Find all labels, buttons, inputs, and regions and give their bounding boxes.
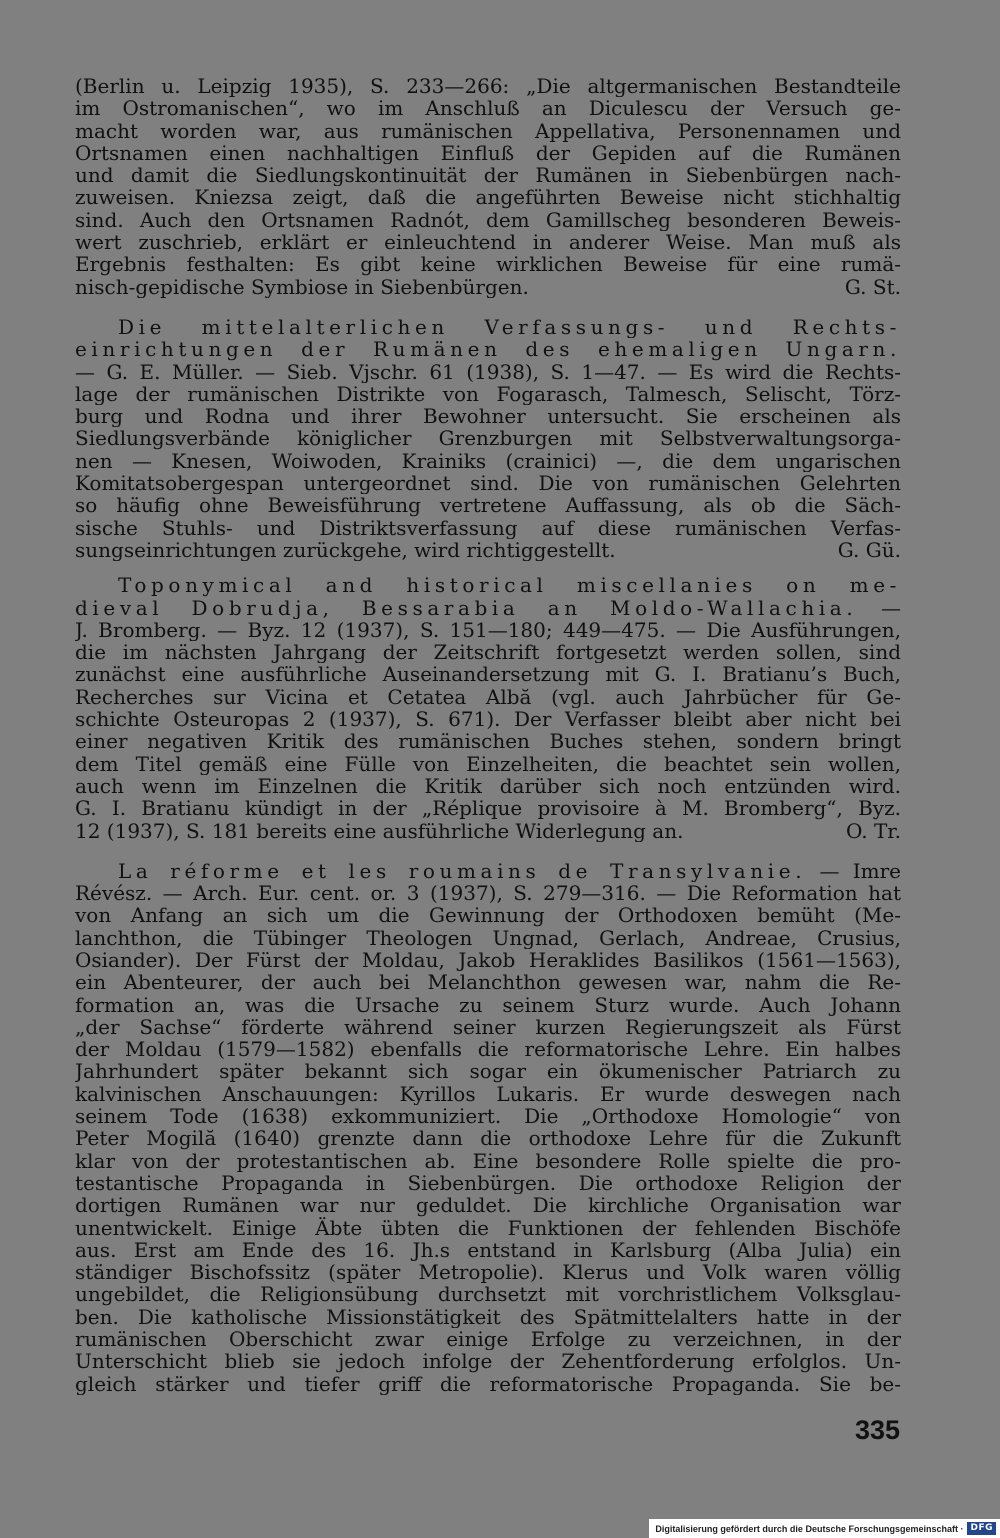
text-line	[75, 209, 901, 231]
text-line	[75, 797, 901, 819]
line-text: Siedlungsverbände königlicher Grenzburgen mit Selbstverwaltungsorga-	[75, 427, 901, 450]
line-text: ständiger Bischofssitz (später Metropolie). Klerus und Volk waren völlig	[75, 1261, 901, 1284]
text-line	[75, 949, 901, 971]
line-text: im Ostromanischen“, wo im Anschluß an Diculescu der Versuch ge-	[75, 97, 901, 120]
text-line	[75, 775, 901, 797]
line-text: unentwickelt. Einige Äbte übten die Funktionen der fehlenden Bischöfe	[75, 1216, 901, 1239]
text-line	[75, 1306, 901, 1328]
line-text: nen — Knesen, Woiwoden, Krainiks (crainici) —, die dem ungarischen	[75, 449, 901, 473]
reviewer-initials: G. St.	[844, 275, 901, 298]
line-text: —	[857, 596, 901, 619]
line-text: (Berlin u. Leipzig 1935), S. 233—266: „Die altgermanischen Bestandteile	[75, 75, 901, 98]
line-text: Recherches sur Vicina et Cetatea Albă (vgl. auch Jahrbücher für Ge-	[75, 685, 901, 709]
funding-credit-text: Digitalisierung gefördert durch die Deutsche Forschungsgemeinschaft ·	[655, 1523, 964, 1534]
line-text: ungebildet, die Religionsübung durchsetzt mit vorchristlichem Volksglau-	[75, 1283, 901, 1306]
line-text: Unterschicht blieb sie jedoch infolge der Zehentforderung erfolglos. Un-	[75, 1350, 901, 1373]
text-line	[75, 276, 901, 298]
line-text: gleich stärker und tiefer griff die reformatorische Propaganda. Sie be-	[75, 1372, 901, 1395]
line-text: zunächst eine ausführliche Auseinandersetzung mit G. I. Bratianu’s Buch,	[75, 663, 901, 686]
line-text: aus. Erst am Ende des 16. Jh.s entstand in Karlsburg (Alba Julia) ein	[75, 1238, 901, 1262]
text-line	[75, 574, 901, 596]
line-text: J. Bromberg. — Byz. 12 (1937), S. 151—180; 449—475. — Die Ausführungen,	[75, 618, 901, 642]
entry-title-text: Die mittelalterlichen Verfassungs- und Rechts-	[118, 315, 901, 339]
text-line	[75, 1083, 901, 1105]
text-line	[75, 186, 901, 208]
text-line	[75, 1283, 901, 1305]
text-line	[75, 120, 901, 142]
line-text: burg und Rodna und ihrer Bewohner untersucht. Sie erscheinen als	[75, 405, 901, 428]
line-text: lanchthon, die Tübinger Theologen Ungnad, Gerlach, Andreae, Crusius,	[75, 926, 901, 949]
line-text: Jahrhundert später bekannt sich sogar ein ökumenischer Patriarch zu	[75, 1060, 901, 1083]
text-line	[75, 450, 901, 472]
text-line	[75, 860, 901, 882]
line-text: kalvinischen Anschauungen: Kyrillos Lukaris. Er wurde deswegen nach	[75, 1082, 901, 1106]
line-text: ben. Die katholische Missionstätigkeit des Spätmittelalters hatte in der	[75, 1305, 901, 1329]
text-line	[75, 686, 901, 708]
reviewer-initials: G. Gü.	[837, 538, 901, 562]
text-line	[75, 427, 901, 449]
line-text: und damit die Siedlungskontinuität der Rumänen in Siebenbürgen nach-	[75, 164, 901, 187]
text-line	[75, 539, 901, 561]
text-line	[75, 663, 901, 685]
text-line	[75, 1194, 901, 1216]
text-line	[75, 75, 901, 97]
line-text: „der Sachse“ förderte während seiner kurzen Regierungszeit als Fürst	[75, 1015, 901, 1039]
line-text: Révész. — Arch. Eur. cent. or. 3 (1937), S. 279—316. — Die Reformation hat	[75, 882, 901, 905]
text-line	[75, 1328, 901, 1350]
text-line	[75, 641, 901, 663]
line-text: schichte Osteuropas 2 (1937), S. 671). Der Verfasser bleibt aber nicht bei	[75, 708, 901, 731]
page-number: 335	[854, 1415, 900, 1445]
text-line	[75, 619, 901, 641]
line-text: ein Abenteurer, der auch bei Melanchthon gewesen war, nahm die Re-	[75, 971, 901, 994]
line-text: — Imre	[806, 859, 901, 883]
text-line	[75, 730, 901, 752]
text-line	[75, 820, 901, 842]
entry-title-text: dieval Dobrudja, Bessarabia an Moldo-Wallachia.	[75, 596, 858, 619]
text-line	[75, 1373, 901, 1395]
review-entry	[75, 860, 901, 1395]
line-text: sische Stuhls- und Distriktsverfassung auf diese rumänischen Verfas-	[75, 516, 901, 539]
line-text: Peter Mogilă (1640) grenzte dann die orthodoxe Lehre für die Zukunft	[75, 1127, 901, 1150]
text-line	[75, 1350, 901, 1372]
line-text: 12 (1937), S. 181 bereits eine ausführliche Widerlegung an.	[75, 819, 684, 842]
text-line	[75, 1239, 901, 1261]
text-line	[75, 1261, 901, 1283]
text-line	[75, 1038, 901, 1060]
article-text-column	[75, 75, 901, 1395]
line-text: die im nächsten Jahrgang der Zeitschrift fortgesetzt werden sollen, sind	[75, 641, 901, 664]
text-line	[75, 494, 901, 516]
line-text: seinem Tode (1638) exkommuniziert. Die „Orthodoxe Homologie“ von	[75, 1105, 901, 1128]
line-text: — G. E. Müller. — Sieb. Vjschr. 61 (1938), S. 1—47. — Es wird die Rechts-	[75, 360, 901, 383]
text-line	[75, 1105, 901, 1127]
text-line	[75, 338, 901, 360]
line-text: der Moldau (1579—1582) ebenfalls die reformatorische Lehre. Ein halbes	[75, 1038, 901, 1061]
text-line	[75, 97, 901, 119]
text-line	[75, 971, 901, 993]
line-text: nisch-gepidische Symbiose in Siebenbürgen.	[75, 275, 529, 298]
text-line	[75, 142, 901, 164]
entry-title-text: La réforme et les roumains de Transylvanie.	[118, 859, 807, 883]
review-entry	[75, 316, 901, 561]
line-text: dortigen Rumänen war nur geduldet. Die kirchliche Organisation war	[75, 1194, 901, 1217]
text-line	[75, 1150, 901, 1172]
line-text: so häufig ohne Beweisführung vertretene Auffassung, als ob die Säch-	[75, 494, 901, 517]
text-line	[75, 1217, 901, 1239]
text-line	[75, 1016, 901, 1038]
line-text: einer negativen Kritik des rumänischen Buches stehen, sondern bringt	[75, 730, 901, 753]
line-text: Ortsnamen einen nachhaltigen Einfluß der Gepiden auf die Rumänen	[75, 141, 901, 165]
entry-title-text: Toponymical and historical miscellanies on me-	[118, 574, 901, 597]
text-line	[75, 927, 901, 949]
line-text: Osiander). Der Fürst der Moldau, Jakob Heraklides Basilikos (1561—1563),	[75, 948, 901, 972]
text-line	[75, 708, 901, 730]
line-text: Ergebnis festhalten: Es gibt keine wirklichen Beweise für eine rumä-	[75, 253, 901, 276]
line-text: klar von der protestantischen ab. Eine besondere Rolle spielte die pro-	[75, 1149, 901, 1172]
text-line	[75, 1172, 901, 1194]
text-line	[75, 994, 901, 1016]
line-text: von Anfang an sich um die Gewinnung der Orthodoxen bemüht (Me-	[75, 904, 901, 927]
line-text: Komitatsobergespan untergeordnet sind. Die von rumänischen Gelehrten	[75, 472, 901, 495]
line-text: wert zuschrieb, erklärt er einleuchtend in anderer Weise. Man muß als	[75, 231, 901, 254]
line-text: macht worden war, aus rumänischen Appellativa, Personennamen und	[75, 119, 901, 142]
text-line	[75, 405, 901, 427]
text-line	[75, 383, 901, 405]
text-line	[75, 316, 901, 338]
digitization-credit-footer	[649, 1519, 1000, 1538]
text-line	[75, 472, 901, 494]
dfg-logo: DFG	[967, 1522, 996, 1535]
text-line	[75, 253, 901, 275]
line-text: auch wenn im Einzelnen die Kritik darüber sich noch entzünden wird.	[75, 774, 901, 798]
line-text: sind. Auch den Ortsnamen Radnót, dem Gamillscheg besonderen Beweis-	[75, 208, 901, 232]
line-text: testantische Propaganda in Siebenbürgen. Die orthodoxe Religion der	[75, 1171, 901, 1195]
text-line	[75, 882, 901, 904]
text-line	[75, 517, 901, 539]
text-line	[75, 753, 901, 775]
text-line	[75, 361, 901, 383]
line-text: zuweisen. Kniezsa zeigt, daß die angeführten Beweise nicht stichhaltig	[75, 186, 901, 209]
line-text: sungseinrichtungen zurückgehe, wird richtiggestellt.	[75, 538, 616, 562]
line-text: G. I. Bratianu kündigt in der „Réplique provisoire à M. Bromberg“, Byz.	[75, 797, 901, 820]
line-text: formation an, was die Ursache zu seinem Sturz wurde. Auch Johann	[75, 993, 901, 1016]
text-line	[75, 904, 901, 926]
text-line	[75, 164, 901, 186]
review-entry	[75, 75, 901, 298]
line-text: lage der rumänischen Distrikte von Fogarasch, Talmesch, Selischt, Törz-	[75, 382, 901, 406]
line-text: rumänischen Oberschicht zwar einige Erfolge zu verzeichnen, in der	[75, 1328, 901, 1351]
line-text: dem Titel gemäß eine Fülle von Einzelheiten, die beachtet sein wollen,	[75, 752, 901, 775]
entry-title-text: einrichtungen der Rumänen des ehemaligen Ungarn.	[75, 338, 901, 361]
text-line	[75, 1127, 901, 1149]
review-entry	[75, 574, 901, 842]
reviewer-initials: O. Tr.	[846, 819, 901, 842]
text-line	[75, 231, 901, 253]
text-line	[75, 1060, 901, 1082]
text-line	[75, 597, 901, 619]
